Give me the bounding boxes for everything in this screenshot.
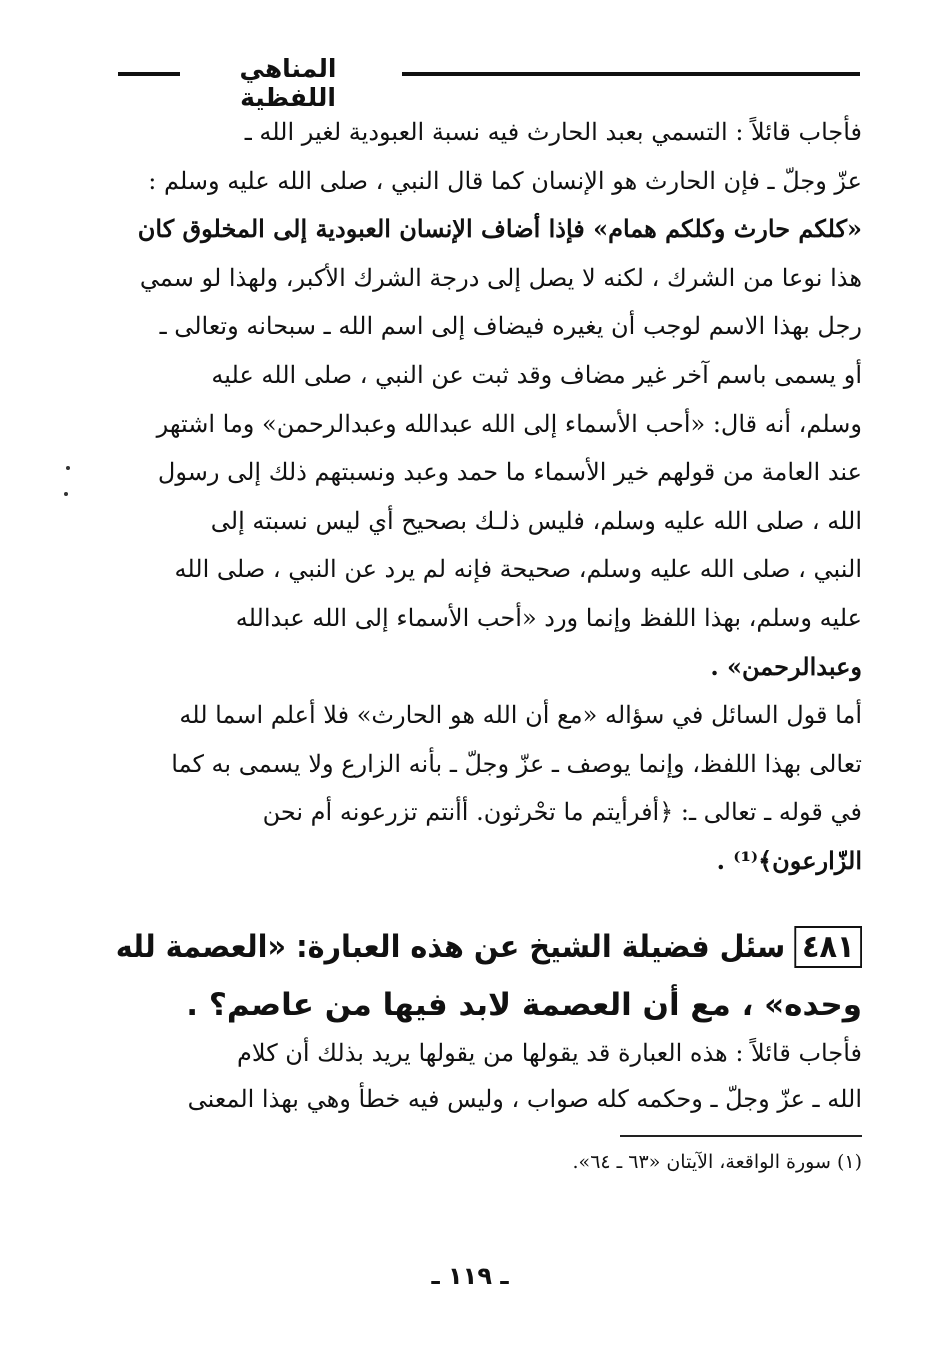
text-line-10: النبي ، صلى الله عليه وسلم، صحيحة فإنه لم يرد عن النبي ، صلى الله bbox=[174, 555, 862, 584]
footnote: (١) سورة الواقعة، الآيتان «٦٣ ـ ٦٤». bbox=[572, 1151, 862, 1173]
text-line-8: عند العامة من قولهم خير الأسماء ما حمد وعبد ونسبتهم ذلك إلى رسول bbox=[157, 458, 862, 487]
header-title: المناهي اللفظية bbox=[239, 54, 337, 112]
text-line-2: عزّ وجلّ ـ فإن الحارث هو الإنسان كما قال النبي ، صلى الله عليه وسلم : bbox=[148, 166, 862, 195]
page-number: ـ ١١٩ ـ bbox=[431, 1262, 509, 1290]
text-line-9: الله ، صلى الله عليه وسلم، فليس ذلـك بصحيح أي ليس نسبته إلى bbox=[210, 506, 862, 535]
header-rule-left bbox=[118, 72, 180, 76]
text-line-7: وسلم، أنه قال: «أحب الأسماء إلى الله عبدالله وعبدالرحمن» وما اشتهر bbox=[156, 409, 862, 438]
text-line-1: فأجاب قائلاً : التسمي بعبد الحارث فيه نسبة العبودية لغير الله ـ bbox=[244, 118, 862, 146]
text-line-11: عليه وسلم، بهذا اللفظ وإنما ورد «أحب الأسماء إلى الله عبدالله bbox=[235, 603, 862, 632]
question-text-2: وحده» ، مع أن العصمة لابد فيها من عاصم؟ . bbox=[186, 987, 862, 1023]
text-line-4: هذا نوعا من الشرك ، لكنه لا يصل إلى درجة الشرك الأكبر، ولهذا لو سمي bbox=[139, 263, 862, 292]
answer-line-2: الله ـ عزّ وجلّ ـ وحكمه كله صواب ، وليس فيه خطأ وهي بهذا المعنى bbox=[187, 1085, 862, 1113]
question-heading bbox=[116, 918, 862, 1034]
answer-line-1: فأجاب قائلاً : هذه العبارة قد يقولها من يقولها يريد بذلك أن كلام bbox=[237, 1039, 862, 1067]
question-number-box: ٤٨١ bbox=[795, 926, 862, 968]
footnote-rule bbox=[620, 1135, 862, 1137]
text-line-16: الزّارعون﴾⁽¹⁾ . bbox=[716, 845, 862, 875]
question-text-1: سئل فضيلة الشيخ عن هذه العبارة: «العصمة لله bbox=[115, 929, 786, 965]
text-line-14: تعالى بهذا اللفظ، وإنما يوصف ـ عزّ وجلّ ـ بأنه الزارع ولا يسمى به كما bbox=[171, 749, 862, 778]
running-header bbox=[118, 52, 860, 112]
question-line-1 bbox=[115, 918, 862, 976]
scan-speck bbox=[66, 466, 70, 470]
main-text bbox=[118, 108, 862, 886]
text-line-3: «كلكم حارث وكلكم همام» فإذا أضاف الإنسان العبودية إلى المخلوق كان bbox=[137, 214, 862, 244]
text-line-6: أو يسمى باسم آخر غير مضاف وقد ثبت عن النبي ، صلى الله عليه bbox=[211, 360, 862, 389]
header-rule-right bbox=[402, 72, 860, 76]
text-line-15: في قوله ـ تعالى ـ: ﴿أفرأيتم ما تحْرثون. أأنتم تزرعونه أم نحن bbox=[262, 798, 862, 827]
scan-speck bbox=[64, 492, 68, 496]
answer-text bbox=[118, 1030, 862, 1122]
text-line-13: أما قول السائل في سؤاله «مع أن الله هو الحارث» فلا أعلم اسما لله bbox=[179, 701, 862, 730]
text-line-12: وعبدالرحمن» . bbox=[710, 651, 862, 681]
text-line-5: رجل بهذا الاسم لوجب أن يغيره فيضاف إلى اسم الله ـ سبحانه وتعالى ـ bbox=[159, 312, 862, 341]
